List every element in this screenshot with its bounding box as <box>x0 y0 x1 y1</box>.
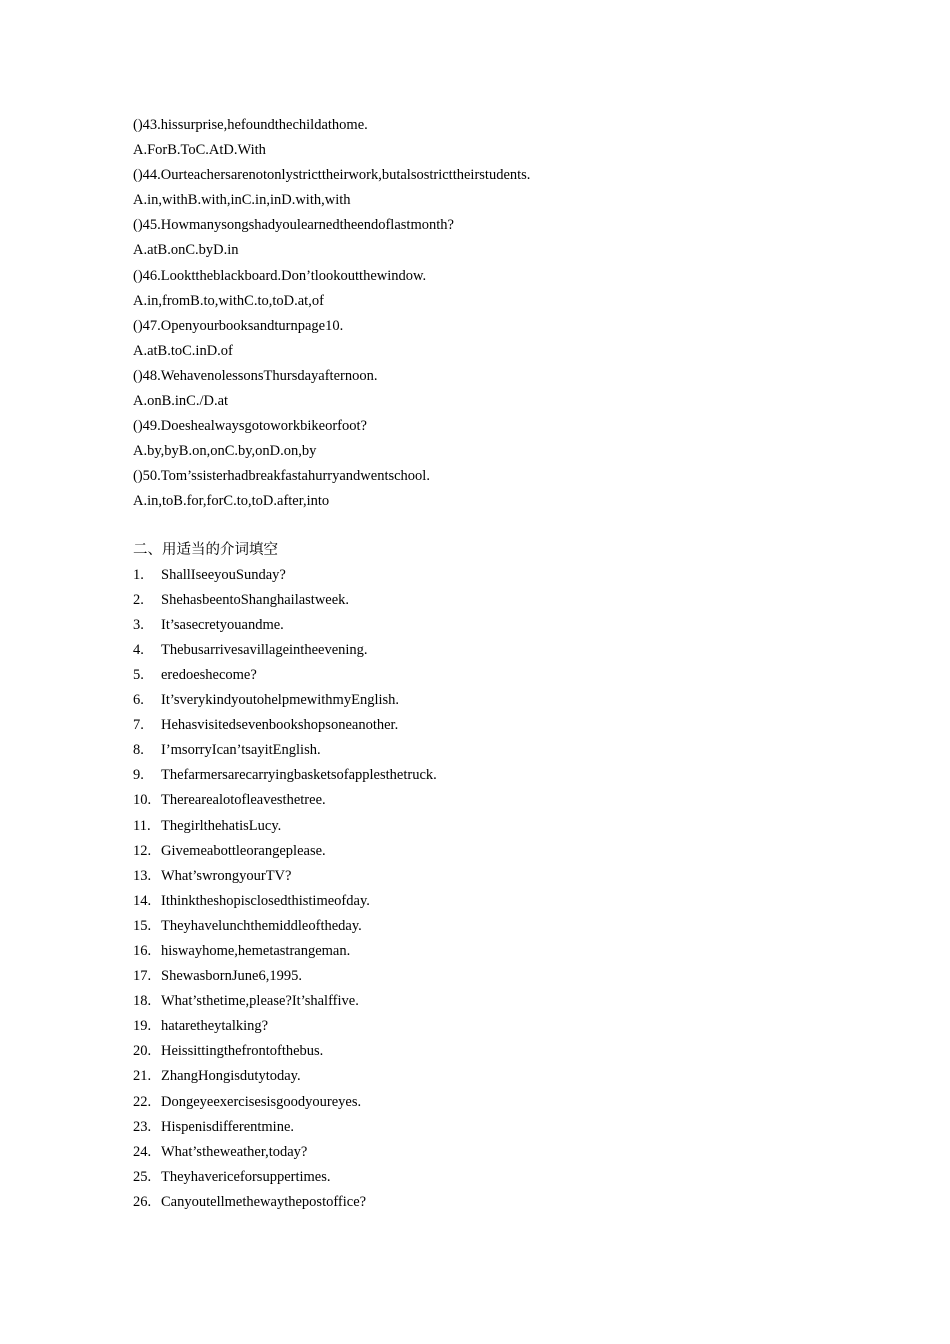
item-number: 19. <box>133 1018 152 1035</box>
options-45: A.atB.onC.byD.in <box>133 242 239 259</box>
item-number: 9. <box>133 767 144 784</box>
item-number: 25. <box>133 1168 152 1185</box>
item-number: 10. <box>133 792 152 809</box>
item-text: What’swrongyourTV? <box>161 867 292 884</box>
item-number: 22. <box>133 1093 152 1110</box>
multiple-choice-section <box>133 113 833 515</box>
options-43: A.ForB.ToC.AtD.With <box>133 142 266 159</box>
question-50: ()50.Tom’ssisterhadbreakfastahurryandwentschool. <box>133 468 430 485</box>
fill-in-list <box>133 563 833 1215</box>
item-text: hiswayhome,hemetastrangeman. <box>161 943 351 959</box>
item-text: Thefarmersarecarryingbasketsofapplesthetruck. <box>161 767 437 784</box>
item-number: 14. <box>133 892 152 909</box>
item-number: 7. <box>133 717 144 734</box>
list-item <box>133 914 833 939</box>
item-number: 20. <box>133 1043 152 1060</box>
list-item <box>133 1064 833 1089</box>
list-item <box>133 1039 833 1064</box>
document-page <box>133 113 833 1215</box>
list-item <box>133 989 833 1014</box>
list-item <box>133 563 833 588</box>
item-text: It’sasecretyouandme. <box>161 616 284 633</box>
item-text: Heissittingthefrontofthebus. <box>161 1043 324 1060</box>
list-item <box>133 663 833 688</box>
item-text: Hehasvisitedsevenbookshopsoneanother. <box>161 717 399 734</box>
item-number: 21. <box>133 1068 152 1085</box>
item-text: Theyhavelunchthemiddleoftheday. <box>161 917 362 934</box>
item-text: hataretheytalking? <box>161 1018 269 1035</box>
item-text: What’stheweather,today? <box>161 1143 308 1160</box>
options-48: A.onB.inC./D.at <box>133 393 229 410</box>
item-number: 18. <box>133 993 152 1010</box>
item-text: It’sverykindyoutohelpmewithmyEnglish. <box>161 692 400 709</box>
options-49: A.by,byB.on,onC.by,onD.on,by <box>133 443 317 460</box>
section-title: 二、用适当的介词填空 <box>133 541 278 558</box>
item-number: 1. <box>133 566 144 583</box>
list-item <box>133 814 833 839</box>
item-text: Thebusarrivesavillageintheevening. <box>161 641 368 658</box>
item-text: Givemeabottleorangeplease. <box>161 842 326 859</box>
item-text: Ithinktheshopisclosedthistimeofday. <box>161 892 370 909</box>
list-item <box>133 1014 833 1039</box>
question-49: ()49.Doeshealwaysgotoworkbikeorfoot? <box>133 418 367 435</box>
list-item <box>133 763 833 788</box>
item-text: I’msorryIcan’tsayitEnglish. <box>161 742 321 759</box>
item-number: 5. <box>133 666 144 683</box>
item-number: 2. <box>133 591 144 608</box>
options-47: A.atB.toC.inD.of <box>133 342 233 359</box>
item-number: 6. <box>133 692 144 709</box>
item-number: 3. <box>133 616 144 633</box>
item-text: What’sthetime,please?It’shalffive. <box>161 993 359 1010</box>
list-item <box>133 713 833 738</box>
item-number: 13. <box>133 867 152 884</box>
item-number: 23. <box>133 1118 152 1135</box>
item-text: Theyhavericeforsuppertimes. <box>161 1168 331 1185</box>
section-spacer <box>133 515 833 538</box>
list-item <box>133 964 833 989</box>
item-number: 17. <box>133 968 152 985</box>
list-item <box>133 889 833 914</box>
list-item <box>133 1140 833 1165</box>
list-item <box>133 588 833 613</box>
item-number: 26. <box>133 1193 152 1210</box>
question-45: ()45.Howmanysongshadyoulearnedtheendoflastmonth? <box>133 217 454 234</box>
list-item <box>133 839 833 864</box>
question-47: ()47.Openyourbooksandturnpage10. <box>133 317 344 334</box>
list-item <box>133 638 833 663</box>
question-44: ()44.Ourteachersarenotonlystricttheirwork,butalsostricttheirstudents. <box>133 167 531 184</box>
list-item <box>133 939 833 964</box>
question-43: ()43.hissurprise,hefoundthechildathome. <box>133 117 368 133</box>
options-44: A.in,withB.with,inC.in,inD.with,with <box>133 192 351 209</box>
question-46: ()46.Lookttheblackboard.Don’tlookoutthewindow. <box>133 267 427 284</box>
item-number: 24. <box>133 1143 152 1160</box>
item-text: Dongeyeexercisesisgoodyoureyes. <box>161 1093 362 1110</box>
item-number: 16. <box>133 943 152 959</box>
item-number: 8. <box>133 742 144 759</box>
item-number: 11. <box>133 817 151 834</box>
list-item <box>133 738 833 763</box>
item-text: ThegirlthehatisLucy. <box>161 817 282 834</box>
item-text: Therearealotofleavesthetree. <box>161 792 326 809</box>
list-item <box>133 1115 833 1140</box>
list-item <box>133 864 833 889</box>
item-number: 12. <box>133 842 152 859</box>
item-number: 15. <box>133 917 152 934</box>
list-item <box>133 788 833 813</box>
list-item <box>133 1190 833 1215</box>
item-text: ShewasbornJune6,1995. <box>161 968 302 985</box>
item-text: ShallIseeyouSunday? <box>161 566 286 583</box>
list-item <box>133 613 833 638</box>
list-item <box>133 1090 833 1115</box>
item-text: Canyoutellmethewaythepostoffice? <box>161 1193 367 1210</box>
item-number: 4. <box>133 641 144 658</box>
item-text: ShehasbeentoShanghailastweek. <box>161 591 350 608</box>
item-text: ZhangHongisdutytoday. <box>161 1068 301 1085</box>
question-48: ()48.WehavenolessonsThursdayafternoon. <box>133 367 378 384</box>
options-50: A.in,toB.for,forC.to,toD.after,into <box>133 493 330 510</box>
options-46: A.in,fromB.to,withC.to,toD.at,of <box>133 292 324 309</box>
list-item <box>133 688 833 713</box>
list-item <box>133 1165 833 1190</box>
item-text: Hispenisdifferentmine. <box>161 1118 295 1135</box>
item-text: eredoeshecome? <box>161 666 257 683</box>
